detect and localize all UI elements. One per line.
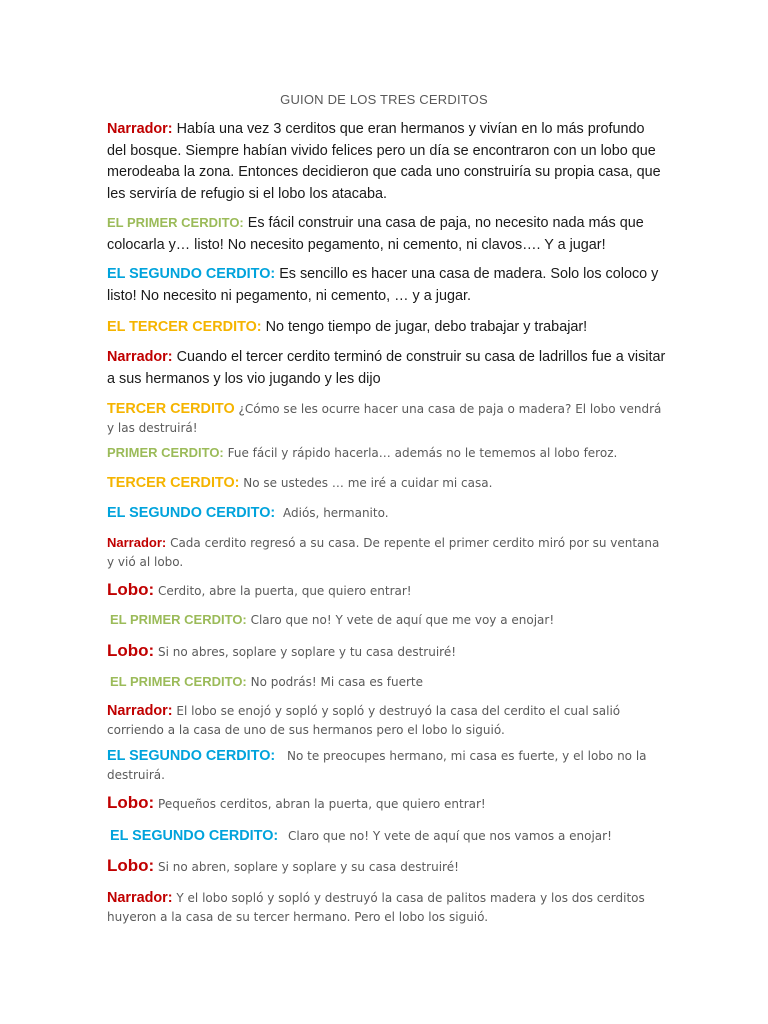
script-line [107,794,667,814]
speaker-label: Narrador: [107,535,167,550]
script-line [107,317,667,339]
speaker-label: TERCER CERDITO [107,401,235,417]
script-line [107,400,667,437]
document-title: GUION DE LOS TRES CERDITOS [280,92,488,107]
speaker-label: TERCER CERDITO: [107,475,240,491]
script-line [107,264,667,307]
dialogue-text: No se ustedes … me iré a cuidar mi casa. [243,476,493,490]
speaker-label: Narrador: [107,349,173,365]
dialogue-text: Claro que no! Y vete de aquí que nos vamos a enojar! [288,829,612,843]
dialogue-text: ¿Cómo se les ocurre hacer una casa de paja o madera? El lobo vendrá y las destruirá! [107,402,662,435]
dialogue-text: Adiós, hermanito. [283,506,389,520]
dialogue-text: Y el lobo sopló y sopló y destruyó la casa de palitos madera y los dos cerditos huyeron a la casa de su tercer hermano. Pero el lobo los siguió. [107,891,645,924]
script-line [107,474,667,493]
speaker-label: Lobo: [107,856,155,875]
speaker-label: EL PRIMER CERDITO: [110,674,247,689]
dialogue-text: Fue fácil y rápido hacerla… además no le tememos al lobo feroz. [227,446,618,460]
speaker-label: EL PRIMER CERDITO: [107,215,244,230]
dialogue-text: No podrás! Mi casa es fuerte [250,675,424,689]
dialogue-text: No tengo tiempo de jugar, debo trabajar y trabajar! [265,319,588,335]
dialogue-text: Si no abres, soplare y soplare y tu casa destruiré! [158,645,457,659]
dialogue-text: Había una vez 3 cerditos que eran hermanos y vivían en lo más profundo del bosque. Siempre habían vivido felices pero un día se encontraron con un lobo que merodeaba la zona. Entonces decidieron que cada uno construiría su propia casa, que les serviría de refugio si el lobo los atacaba. [107,121,661,202]
dialogue-text: Si no abren, soplare y soplare y su casa destruiré! [158,860,459,874]
speaker-label: Narrador: [107,703,173,719]
dialogue-text: Cuando el tercer cerdito terminó de construir su casa de ladrillos fue a visitar a sus hermanos y los vio jugando y les dijo [107,349,666,387]
script-line [107,673,667,692]
speaker-label: EL SEGUNDO CERDITO: [107,266,276,282]
script-line [107,857,667,877]
script-line [107,702,667,739]
speaker-label: EL SEGUNDO CERDITO: [107,748,276,764]
script-line [107,119,667,205]
dialogue-text: Pequeños cerditos, abran la puerta, que quiero entrar! [158,797,486,811]
speaker-label: EL SEGUNDO CERDITO: [110,828,279,844]
speaker-label: Lobo: [107,793,155,812]
script-line [107,827,667,846]
speaker-label: Lobo: [107,641,155,660]
script-line [107,444,667,463]
speaker-label: Lobo: [107,580,155,599]
dialogue-text: Claro que no! Y vete de aquí que me voy a enojar! [250,613,555,627]
speaker-label: EL SEGUNDO CERDITO: [107,505,276,521]
speaker-label: EL PRIMER CERDITO: [110,612,247,627]
script-line [107,581,667,601]
dialogue-text: El lobo se enojó y sopló y sopló y destruyó la casa del cerdito el cual salió corriendo a la casa de uno de sus hermanos pero el lobo lo siguió. [107,704,621,737]
script-line [107,347,667,390]
dialogue-text: Es sencillo es hacer una casa de madera. Solo los coloco y listo! No necesito ni pegamento, ni cemento, … y a jugar. [107,266,659,304]
dialogue-text: Cada cerdito regresó a su casa. De repente el primer cerdito miró por su ventana y vió al lobo. [107,536,660,569]
dialogue-text: No te preocupes hermano, mi casa es fuerte, y el lobo no la destruirá. [107,749,647,782]
script-line [107,212,667,256]
dialogue-text: Es fácil construir una casa de paja, no necesito nada más que colocarla y… listo! No necesito pegamento, ni cemento, ni clavos…. Y a jugar! [107,215,644,253]
script-line [107,504,667,523]
speaker-label: Narrador: [107,890,173,906]
script-line [107,534,667,571]
speaker-label: Narrador: [107,121,173,137]
speaker-label: EL TERCER CERDITO: [107,319,262,335]
script-line [107,642,667,662]
dialogue-text: Cerdito, abre la puerta, que quiero entrar! [158,584,412,598]
script-line [107,611,667,630]
script-line [107,889,667,926]
script-line [107,747,667,784]
speaker-label: PRIMER CERDITO: [107,445,224,460]
